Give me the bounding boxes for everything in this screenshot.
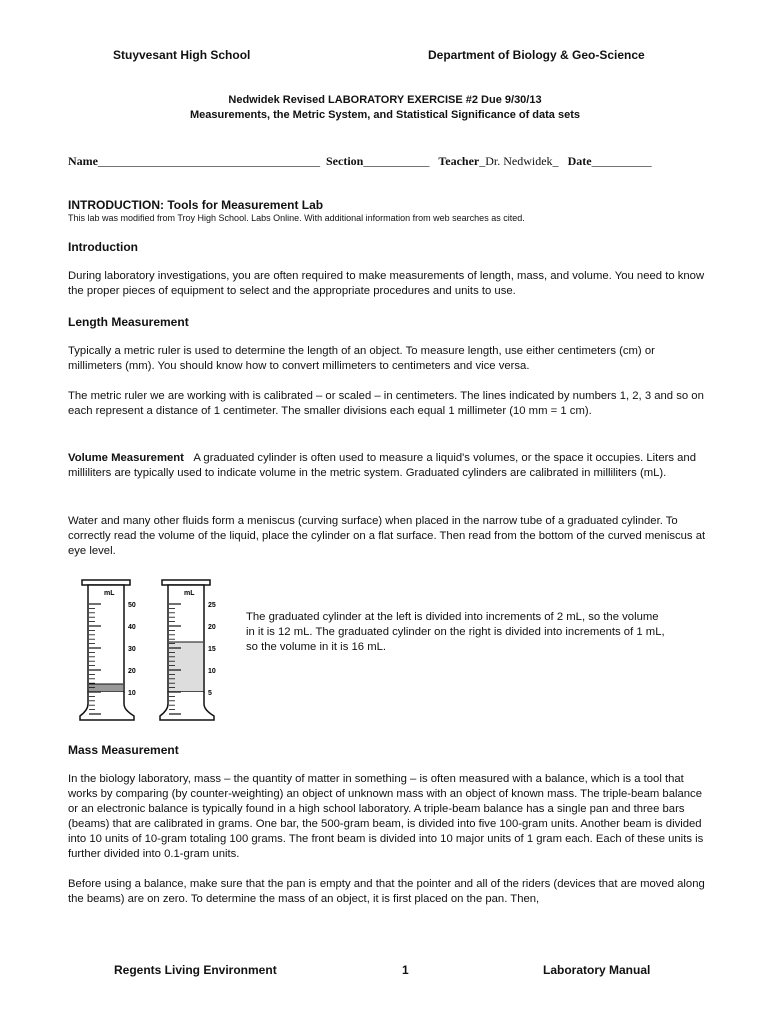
left-label-10: 10 xyxy=(128,690,136,697)
right-cylinder xyxy=(160,580,216,720)
left-label-30: 30 xyxy=(128,646,136,653)
volume-paragraph-1 xyxy=(68,451,708,481)
right-label-20: 20 xyxy=(208,624,216,631)
section-blank: ___________ xyxy=(363,154,430,168)
left-cylinder xyxy=(80,580,136,720)
left-label-50: 50 xyxy=(128,602,136,609)
teacher-label: Teacher xyxy=(438,154,480,168)
department-name: Department of Biology & Geo-Science xyxy=(428,48,645,62)
mass-paragraph-1: In the biology laboratory, mass – the quantity of matter in something – is often measured with a balance, which is a tool that works by comparing (by counter-weighting) an object of unknown mass with an object of known mass. The triple-beam balance or an electronic balance is typically found in a high school laboratory. A triple-beam balance has a single pan and three bars (beams) that are calibrated in grams. One bar, the 500-gram beam, is divided into five 100-gram units. Another beam is divided into 10 units of 10-gram totaling 100 grams. The front beam is divided into 10 major units of 1 gram each. Each of these units is further divided into 0.1-gram units. xyxy=(68,773,704,860)
name-line xyxy=(68,154,728,169)
volume-paragraph-2: Water and many other fluids form a meniscus (curving surface) when placed in the narrow tube of a graduated cylinder. To correctly read the volume of the liquid, place the cylinder on a flat surface. Then read from the bottom of the curved meniscus at eye level. xyxy=(68,515,706,557)
page-number: 1 xyxy=(402,963,409,977)
exercise-title: Nedwidek Revised LABORATORY EXERCISE #2 Due 9/30/13 xyxy=(228,94,542,106)
mass-heading: Mass Measurement xyxy=(68,743,179,757)
school-name: Stuyvesant High School xyxy=(113,48,251,62)
name-blank: _____________________________________ xyxy=(98,154,320,168)
figure-caption: The graduated cylinder at the left is divided into increments of 2 mL, so the volume in it is 12 mL. The graduated cylinder on the right is divided into increments of 1 mL, so the volume in it is 16 mL. xyxy=(246,611,665,653)
volume-heading: Volume Measurement xyxy=(68,452,184,464)
intro-note: This lab was modified from Troy High School. Labs Online. With additional information from web searches as cited. xyxy=(68,213,525,223)
volume-text-1: A graduated cylinder is often used to measure a liquid's volumes, or the space it occupies. Liters and milliliters are typically used to indicate volume in the metric system. Graduated cylinders are calibrated in milliliters (mL). xyxy=(68,452,696,479)
length-heading: Length Measurement xyxy=(68,315,189,329)
footer-right: Laboratory Manual xyxy=(543,963,651,977)
right-label-25: 25 xyxy=(208,602,216,609)
introduction-paragraph: During laboratory investigations, you are often required to make measurements of length, mass, and volume. You need to know the proper pieces of equipment to select and the appropriate procedures and units to use. xyxy=(68,270,705,297)
left-label-20: 20 xyxy=(128,668,136,675)
introduction-heading: Introduction xyxy=(68,240,138,254)
footer-left: Regents Living Environment xyxy=(114,963,277,977)
right-label-10: 10 xyxy=(208,668,216,675)
mass-paragraph-2: Before using a balance, make sure that the pan is empty and that the pointer and all of the riders (devices that are moved along the beams) are on zero. To determine the mass of an object, it is first placed on the pan. Then, xyxy=(68,878,705,905)
right-label-15: 15 xyxy=(208,646,216,653)
date-label: Date xyxy=(567,154,592,168)
length-paragraph-2: The metric ruler we are working with is calibrated – or scaled – in centimeters. The lines indicated by numbers 1, 2, 3 and so on each represent a distance of 1 centimeter. The smaller divisions each equal 1 millimeter (10 mm = 1 cm). xyxy=(68,390,704,417)
right-cylinder-unit: mL xyxy=(184,590,195,597)
date-blank: __________ xyxy=(591,154,652,168)
length-paragraph-1: Typically a metric ruler is used to determine the length of an object. To measure length, use either centimeters (cm) or millimeters (mm). You should know how to convert millimeters to centimeters and vice versa. xyxy=(68,345,655,372)
exercise-subtitle: Measurements, the Metric System, and Statistical Significance of data sets xyxy=(189,109,581,121)
graduated-cylinders-figure xyxy=(66,576,246,728)
left-label-40: 40 xyxy=(128,624,136,631)
teacher-value: _Dr. Nedwidek_ xyxy=(479,154,559,168)
intro-heading: INTRODUCTION: Tools for Measurement Lab xyxy=(68,198,324,212)
right-label-5: 5 xyxy=(208,690,212,697)
left-cylinder-unit: mL xyxy=(104,590,115,597)
name-label: Name xyxy=(68,154,98,168)
section-label: Section xyxy=(326,154,364,168)
